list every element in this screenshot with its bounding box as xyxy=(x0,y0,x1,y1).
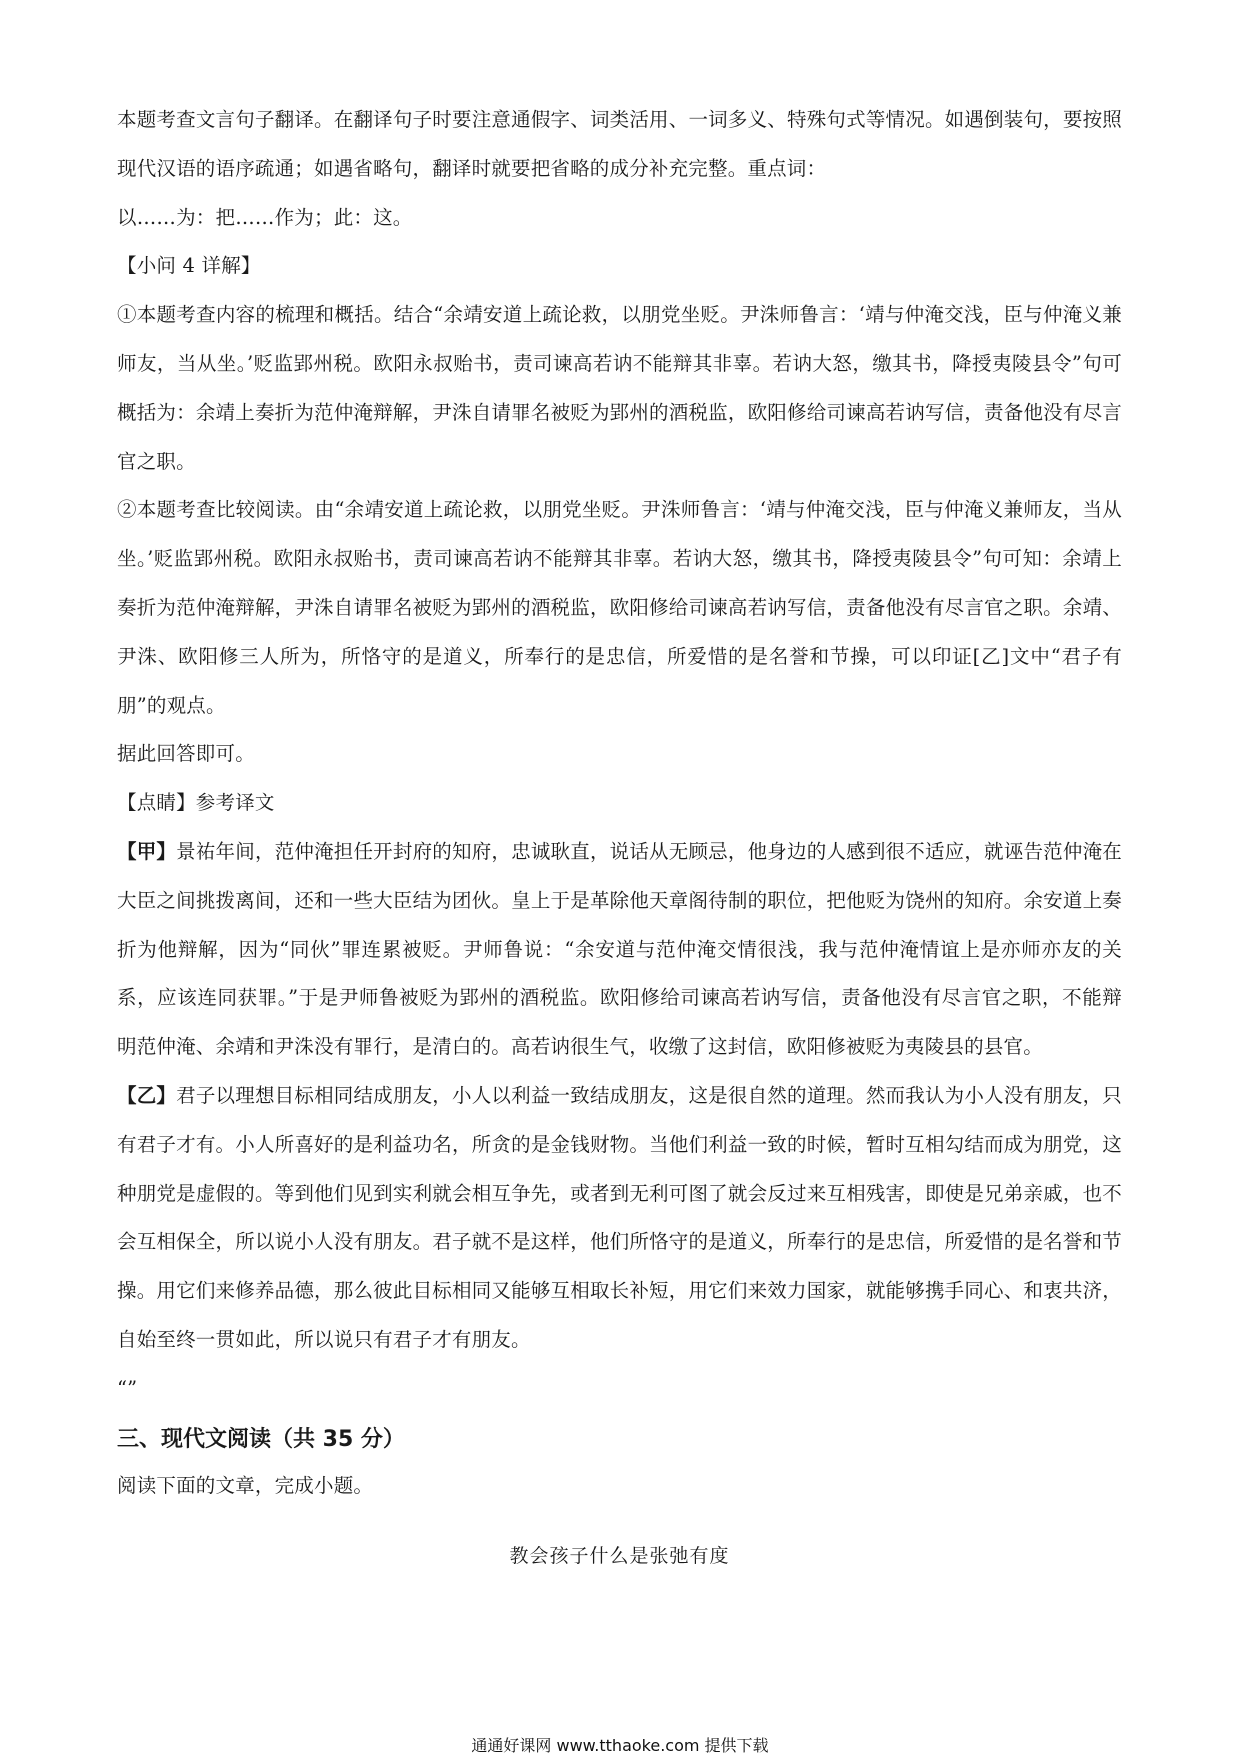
reference-translation-heading: 【点睛】参考译文 xyxy=(117,791,275,815)
translation-yi-text: 君子以理想目标相同结成朋友，小人以利益一致结成朋友，这是很自然的道理。然而我认为小人没有朋友，只有君子才有。小人所喜好的是利益功名，所贪的是金钱财物。当他们利益一致的时候，暂时互相勾结而成为朋党，这种朋党是虚假的。等到他们见到实利就会相互争先，或者到无利可图了就会反过来互相残害，即使是兄弟亲戚，也不会互相保全，所以说小人没有朋友。君子就不是这样，他们所恪守的是道义，所奉行的是忠信，所爱惜的是名誉和节操。用它们来修养品德，那么彼此目标相同又能够互相取长补短，用它们来效力国家，就能够携手同心、和衷共济，自始至终一贯如此，所以说只有君子才有朋友。 xyxy=(117,1083,1122,1351)
yi-tag: 【乙】 xyxy=(117,1083,177,1107)
section-heading: 三、现代文阅读（共 35 分） xyxy=(117,1426,405,1452)
answer-hint-paragraph: 据此回答即可。 xyxy=(117,742,255,766)
empty-quotes: “” xyxy=(117,1376,138,1400)
document-body xyxy=(117,96,1122,1576)
section-instruction: 阅读下面的文章，完成小题。 xyxy=(117,1473,374,1497)
translation-yi-paragraph xyxy=(117,1072,1122,1365)
article-title: 教会孩子什么是张弛有度 xyxy=(509,1545,730,1568)
page-footer: 通通好课网 www.tthaoke.com 提供下载 xyxy=(471,1736,769,1755)
jia-tag: 【甲】 xyxy=(117,839,177,863)
translation-explanation-paragraph: 本题考查文言句子翻译。在翻译句子时要注意通假字、词类活用、一词多义、特殊句式等情况。如遇倒装句，要按照现代汉语的语序疏通；如遇省略句，翻译时就要把省略的成分补充完整。重点词： xyxy=(117,108,1122,180)
key-words-paragraph: 以……为：把……作为；此：这。 xyxy=(117,205,413,229)
translation-jia-paragraph xyxy=(117,828,1122,1072)
translation-jia-text: 景祐年间，范仲淹担任开封府的知府，忠诚耿直，说话从无顾忌，他身边的人感到很不适应，就诬告范仲淹在大臣之间挑拨离间，还和一些大臣结为团伙。皇上于是革除他天章阁待制的职位，把他贬为饶州的知府。余安道上奏折为他辩解，因为“同伙”罪连累被贬。尹师鲁说：“余安道与范仲淹交情很浅，我与范仲淹情谊上是亦师亦友的关系，应该连同获罪。”于是尹师鲁被贬为郢州的酒税监。欧阳修给司谏高若讷写信，责备他没有尽言官之职，不能辩明范仲淹、余靖和尹洙没有罪行，是清白的。高若讷很生气，收缴了这封信，欧阳修被贬为夷陵县的县官。 xyxy=(117,839,1122,1059)
analysis-paragraph-2: ②本题考查比较阅读。由“余靖安道上疏论救，以朋党坐贬。尹洙师鲁言：‘靖与仲淹交浅，臣与仲淹义兼师友，当从坐。’贬监郢州税。欧阳永叔贻书，责司谏高若讷不能辩其非辜。若讷大怒，缴其书，降授夷陵县令”句可知：余靖上奏折为范仲淹辩解，尹洙自请罪名被贬为郢州的酒税监，欧阳修给司谏高若讷写信，责备他没有尽言官之职。余靖、尹洙、欧阳修三人所为，所恪守的是道义，所奉行的是忠信，所爱惜的是名誉和节操，可以印证[乙]文中“君子有朋”的观点。 xyxy=(117,498,1122,717)
subquestion-4-heading: 【小问 4 详解】 xyxy=(117,254,261,278)
analysis-paragraph-1: ①本题考查内容的梳理和概括。结合“余靖安道上疏论救，以朋党坐贬。尹洙师鲁言：‘靖与仲淹交浅，臣与仲淹义兼师友，当从坐。’贬监郢州税。欧阳永叔贻书，责司谏高若讷不能辩其非辜。若讷大怒，缴其书，降授夷陵县令”句可概括为：余靖上奏折为范仲淹辩解，尹洙自请罪名被贬为郢州的酒税监，欧阳修给司谏高若讷写信，责备他没有尽言官之职。 xyxy=(117,303,1122,473)
